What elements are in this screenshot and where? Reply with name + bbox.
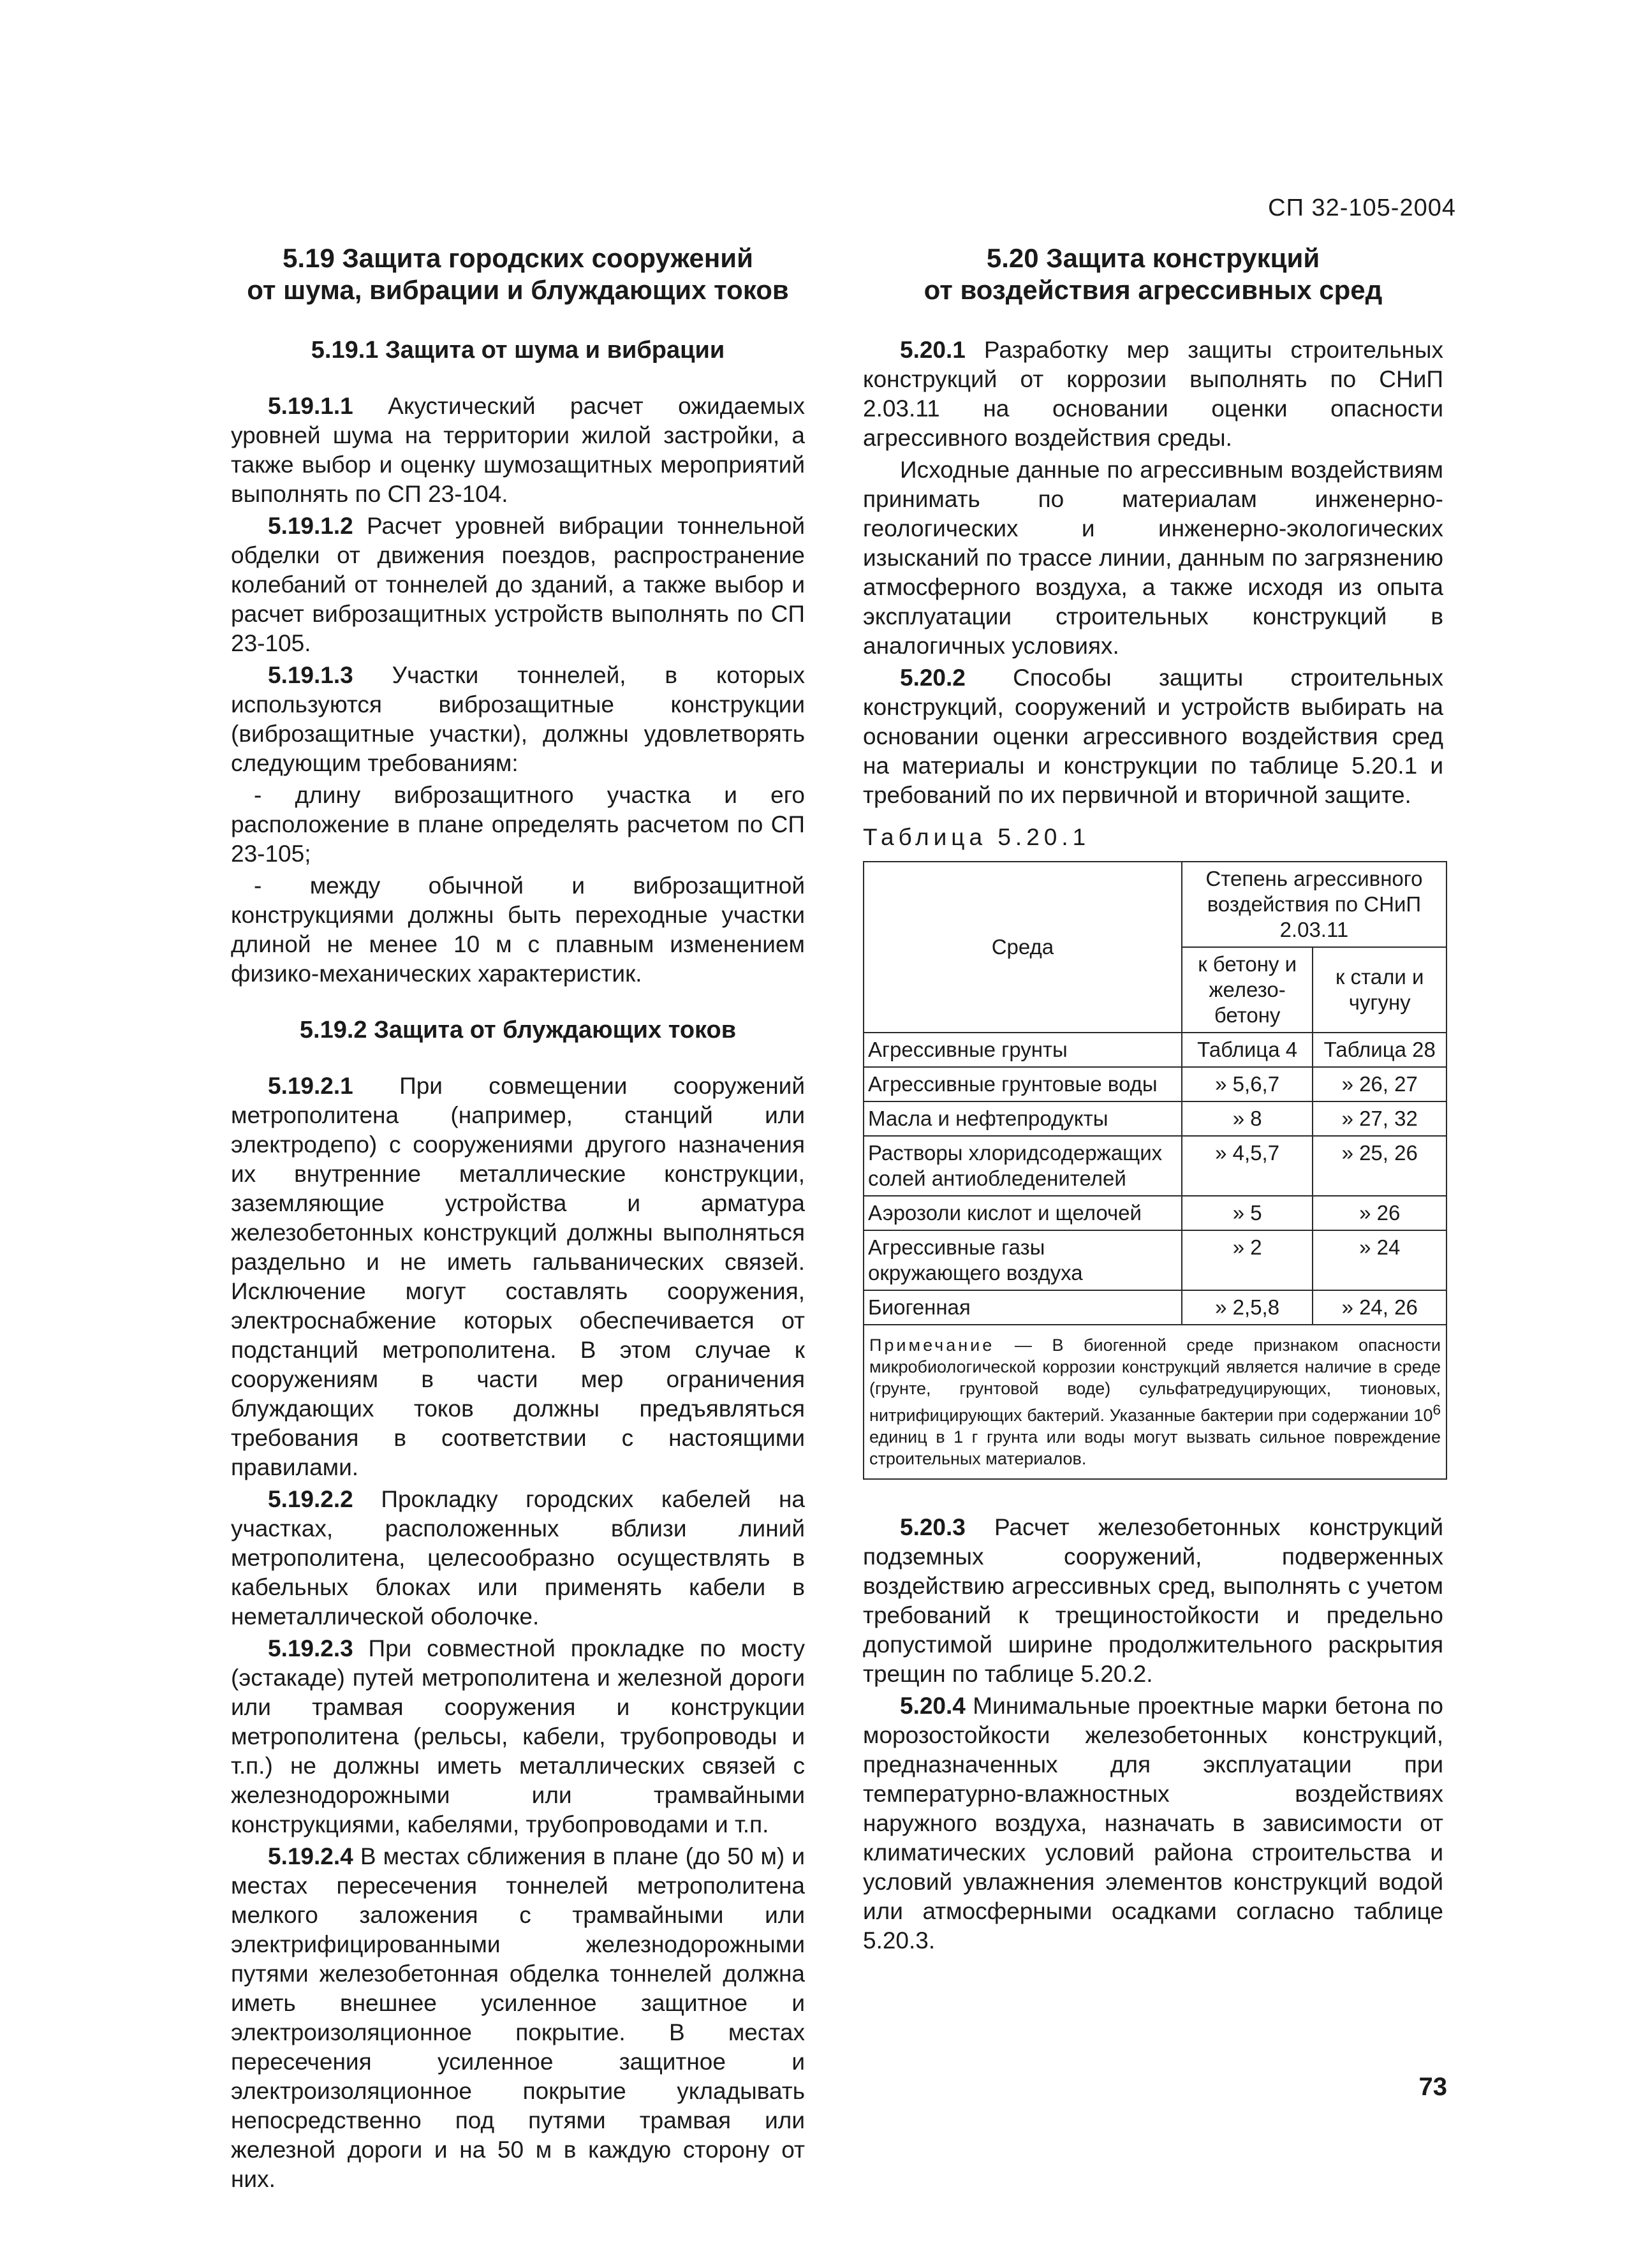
section-5-19-heading-line2: от шума, вибрации и блуждающих токов — [247, 275, 789, 305]
table-row — [864, 1101, 1447, 1136]
subsection-5-19-2-heading: 5.19.2 Защита от блуждающих токов — [299, 1017, 737, 1043]
paragraph-5-20-1 — [863, 335, 1443, 453]
cell-medium: Агрессивные газы окружающего воздуха — [864, 1230, 1182, 1290]
note-text-a: — В биогенной среде признаком опасности микробиологической коррозии конструкций является наличие в среде (грунте, грунтовой воде) сульфатредуцирующих, тионовых, нитрифицирующих бактерий. Указанные бактерии при содержании 10 — [869, 1336, 1441, 1425]
clause-text: Расчет железобетонных конструкций подземных сооружений, подверженных воздействию агрессивных сред, выполнять с учетом требований к трещиностойкости и предельно допустимой ширине продолжительного раскрытия трещин по таблице 5.20.2. — [863, 1514, 1443, 1687]
clause-number: 5.19.1.2 — [268, 513, 353, 539]
note-text-b: единиц в 1 г грунта или воды могут вызвать сильное повреждение строительных материалов. — [869, 1427, 1441, 1468]
clause-number: 5.19.2.1 — [268, 1073, 353, 1099]
cell-medium: Растворы хлоридсодержащих солей антиобледенителей — [864, 1136, 1182, 1196]
header-concrete: к бетону и железо-бетону — [1182, 947, 1313, 1033]
table-row — [864, 1290, 1447, 1325]
list-item-length: - длину виброзащитного участка и его расположение в плане определять расчетом по СП 23-105; — [231, 782, 805, 867]
cell-concrete: » 2 — [1182, 1230, 1313, 1290]
clause-number: 5.19.2.4 — [268, 1843, 353, 1869]
clause-text: Разработку мер защиты строительных конструкций от коррозии выполнять по СНиП 2.03.11 на основании оценки опасности агрессивного воздействия среды. — [863, 337, 1443, 451]
paragraph-5-20-1-continued: Исходные данные по агрессивным воздействиям принимать по материалам инженерно-геологических и инженерно-экологических изысканий по трассе линии, данным по загрязнению атмосферного воздуха, а также исходя из опыта эксплуатации строительных конструкций в аналогичных условиях. — [863, 457, 1443, 659]
section-5-19-heading — [231, 242, 805, 306]
cell-steel: » 27, 32 — [1313, 1101, 1447, 1136]
paragraph-5-20-4 — [863, 1691, 1443, 1955]
paragraph-5-19-1-1 — [231, 392, 805, 509]
cell-steel: » 25, 26 — [1313, 1136, 1447, 1196]
cell-concrete: » 4,5,7 — [1182, 1136, 1313, 1196]
paragraph-5-20-3 — [863, 1513, 1443, 1689]
cell-concrete: » 8 — [1182, 1101, 1313, 1136]
clause-text: При совместной прокладке по мосту (эстакаде) путей метрополитена и железной дороги или трамвая сооружения и конструкции метрополитена (рельсы, кабели, трубопроводы и т.п.) не должны иметь металлических связей с железнодорожными или трамвайными конструкциями, кабелями, трубопроводами и т.п. — [231, 1635, 805, 1837]
cell-concrete: » 2,5,8 — [1182, 1290, 1313, 1325]
paragraph-5-19-2-1 — [231, 1071, 805, 1482]
clause-number: 5.20.2 — [900, 665, 966, 691]
paragraph-5-19-2-3 — [231, 1634, 805, 1839]
cell-concrete: Таблица 4 — [1182, 1033, 1313, 1067]
table-row — [864, 1230, 1447, 1290]
clause-text: Способы защиты строительных конструкций, сооружений и устройств выбирать на основании оценки агрессивного воздействия сред на материалы и конструкции по таблице 5.20.1 и требований по их первичной и вторичной защите. — [863, 665, 1444, 808]
paragraph-5-19-1-2 — [231, 512, 805, 658]
header-medium: Среда — [864, 862, 1182, 1033]
cell-steel: Таблица 28 — [1313, 1033, 1447, 1067]
cell-concrete: » 5 — [1182, 1196, 1313, 1230]
clause-number: 5.19.1.3 — [268, 662, 353, 688]
cell-medium: Агрессивные грунтовые воды — [864, 1067, 1182, 1101]
paragraph-5-19-2-2 — [231, 1485, 805, 1631]
cell-medium: Аэрозоли кислот и щелочей — [864, 1196, 1182, 1230]
clause-text: Расчет уровней вибрации тоннельной обделки от движения поездов, распространение колебаний от тоннелей до зданий, а также выбор и расчет виброзащитных устройств выполнять по СП 23-105. — [231, 513, 805, 656]
note-label: Примечание — [869, 1336, 995, 1355]
table-note-row — [864, 1325, 1447, 1479]
table-header-row — [864, 862, 1447, 947]
section-5-20-heading-line1: 5.20 Защита конструкций — [986, 243, 1320, 273]
cell-steel: » 24, 26 — [1313, 1290, 1447, 1325]
list-item-transition: - между обычной и виброзащитной конструкциями должны быть переходные участки длиной не менее 10 м с плавным изменением физико-механических характеристик. — [231, 873, 805, 987]
subsection-5-19-1-heading: 5.19.1 Защита от шума и вибрации — [311, 337, 725, 364]
clause-number: 5.20.3 — [900, 1514, 966, 1540]
table-row — [864, 1196, 1447, 1230]
table-row — [864, 1033, 1447, 1067]
document-code: СП 32-105-2004 — [1268, 195, 1456, 221]
table-row — [864, 1067, 1447, 1101]
table-row — [864, 1136, 1447, 1196]
right-column — [863, 242, 1443, 1958]
clause-number: 5.20.4 — [900, 1693, 966, 1719]
note-superscript: 6 — [1432, 1402, 1441, 1418]
clause-number: 5.20.1 — [900, 337, 966, 363]
clause-text: Прокладку городских кабелей на участках, расположенных вблизи линий метрополитена, целесообразно осуществлять в кабельных блоках или применять кабели в неметаллической оболочке. — [231, 1486, 806, 1630]
left-column — [231, 242, 805, 2197]
table-5-20-1-title: Таблица 5.20.1 — [863, 824, 1091, 850]
cell-steel: » 26 — [1313, 1196, 1447, 1230]
clause-number: 5.19.2.3 — [268, 1635, 353, 1661]
header-steel: к стали и чугуну — [1313, 947, 1447, 1033]
section-5-20-heading-line2: от воздействия агрессивных сред — [924, 275, 1383, 305]
cell-medium: Масла и нефтепродукты — [864, 1101, 1182, 1136]
cell-steel: » 26, 27 — [1313, 1067, 1447, 1101]
table-note — [864, 1325, 1447, 1479]
clause-text: При совмещении сооружений метрополитена (например, станций или электродепо) с сооружениями другого назначения их внутренние металлические конструкции, заземляющие устройства и арматура железобетонных конструкций должны выполняться раздельно и не иметь гальванических связей. Исключение могут составлять сооружения, электроснабжение которых обеспечивается от подстанций метрополитена. В этом случае к сооружениям в части мер ограничения блуждающих токов должны предъявляться требования в соответствии с настоящими правилами. — [231, 1073, 805, 1480]
cell-steel: » 24 — [1313, 1230, 1447, 1290]
cell-medium: Биогенная — [864, 1290, 1182, 1325]
paragraph-5-20-2 — [863, 663, 1443, 810]
section-5-19-heading-line1: 5.19 Защита городских сооружений — [283, 243, 753, 273]
clause-text: Участки тоннелей, в которых используются виброзащитные конструкции (виброзащитные участки), должны удовлетворять следующим требованиям: — [231, 662, 805, 776]
cell-medium: Агрессивные грунты — [864, 1033, 1182, 1067]
header-aggressiveness: Степень агрессивного воздействия по СНиП 2.03.11 — [1182, 862, 1447, 947]
section-5-20-heading — [863, 242, 1443, 306]
page-number: 73 — [1418, 2073, 1447, 2101]
cell-concrete: » 5,6,7 — [1182, 1067, 1313, 1101]
paragraph-5-19-1-3 — [231, 661, 805, 778]
clause-text: Акустический расчет ожидаемых уровней шума на территории жилой застройки, а также выбор и оценку шумозащитных мероприятий выполнять по СП 23-104. — [231, 393, 806, 507]
paragraph-5-19-2-4 — [231, 1842, 805, 2194]
clause-number: 5.19.2.2 — [268, 1486, 353, 1512]
clause-text: Минимальные проектные марки бетона по морозостойкости железобетонных конструкций, предназначенных для эксплуатации при температурно-влажностных воздействиях наружного воздуха, назначать в зависимости от климатических условий района строительства и условий увлажнения элементов конструкций водой или атмосферными осадками согласно таблице 5.20.3. — [863, 1693, 1443, 1954]
clause-number: 5.19.1.1 — [268, 393, 353, 419]
clause-text: В местах сближения в плане (до 50 м) и местах пересечения тоннелей метрополитена мелкого заложения с трамвайными или электрифицированными железнодорожными путями железобетонная обделка тоннелей должна иметь внешнее усиленное защитное и электроизоляционное покрытие. В местах пересечения усиленное защитное и электроизоляционное покрытие укладывать непосредственно под путями трамвая или железной дороги и на 50 м в каждую сторону от них. — [231, 1843, 806, 2192]
table-5-20-1 — [863, 861, 1447, 1480]
